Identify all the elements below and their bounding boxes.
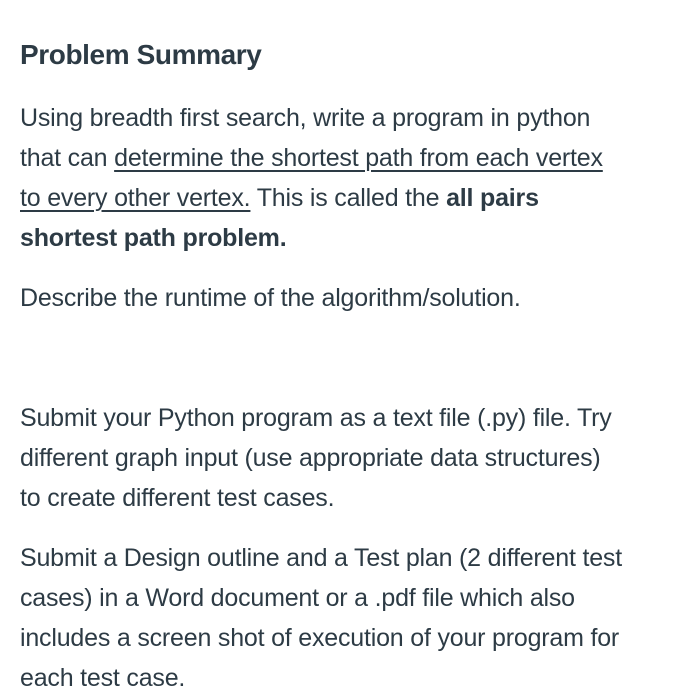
problem-summary-page bbox=[20, 0, 680, 700]
text-run: that can bbox=[20, 144, 115, 172]
underlined-emphasis: determine the shortest path from each vertex bbox=[114, 144, 603, 172]
paragraph-line: cases) in a Word document or a .pdf file which also bbox=[20, 584, 575, 612]
bold-emphasis: shortest path problem. bbox=[20, 224, 287, 252]
submission-document-paragraph bbox=[20, 538, 680, 698]
paragraph-line bbox=[20, 218, 680, 258]
text-run: This is called the bbox=[250, 184, 447, 212]
paragraph-line bbox=[20, 178, 680, 218]
paragraph-line: each test case. bbox=[20, 664, 186, 692]
paragraph-line: Submit your Python program as a text file (.py) file. Try bbox=[20, 404, 612, 432]
paragraph-line: to create different test cases. bbox=[20, 484, 335, 512]
bold-emphasis: all pairs bbox=[446, 184, 539, 212]
paragraph-line: includes a screen shot of execution of your program for bbox=[20, 624, 620, 652]
paragraph-line: different graph input (use appropriate data structures) bbox=[20, 444, 601, 472]
problem-description-paragraph bbox=[20, 98, 680, 258]
paragraph-line: Submit a Design outline and a Test plan (2 different test bbox=[20, 544, 622, 572]
paragraph-line bbox=[20, 138, 680, 178]
paragraph-line bbox=[20, 98, 680, 138]
submission-program-paragraph bbox=[20, 398, 680, 518]
paragraph-line: Describe the runtime of the algorithm/solution. bbox=[20, 284, 521, 312]
runtime-paragraph bbox=[20, 278, 680, 318]
underlined-emphasis: to every other vertex. bbox=[20, 184, 251, 212]
text-run: Using breadth first search, write a program in python bbox=[20, 104, 591, 132]
page-title: Problem Summary bbox=[20, 39, 262, 70]
